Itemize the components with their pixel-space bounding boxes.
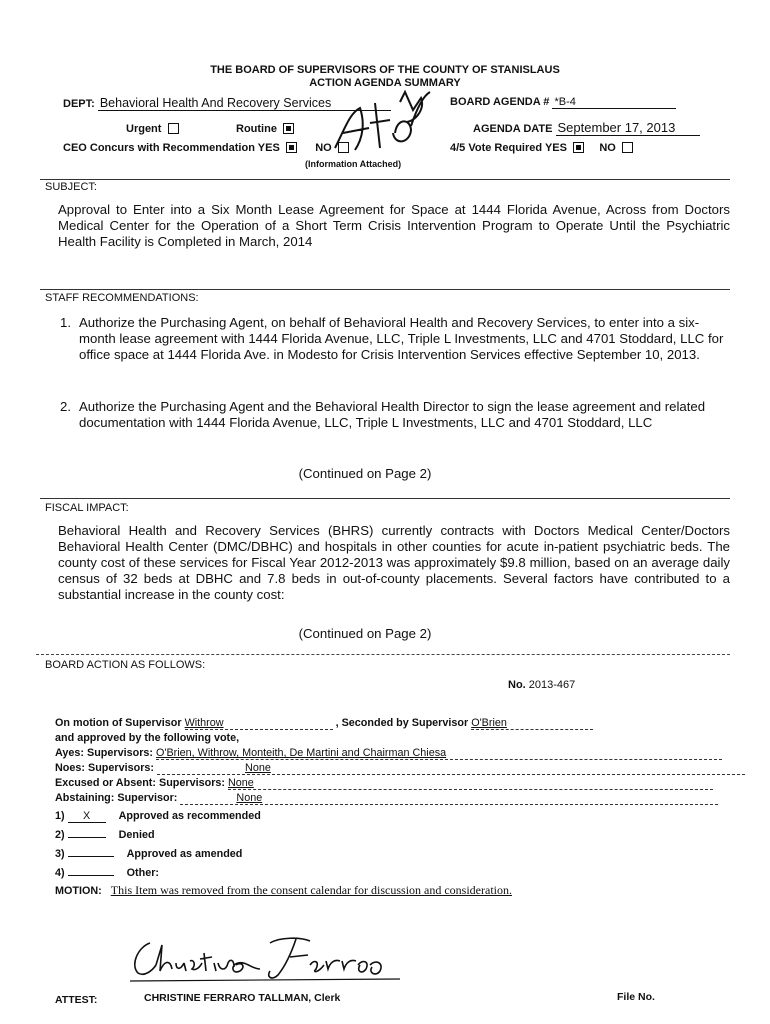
file-number-label: File No. <box>617 991 655 1003</box>
excused-line <box>55 777 713 790</box>
fiscal-impact-heading: FISCAL IMPACT: <box>45 502 129 514</box>
option-3-number: 3) <box>55 848 65 860</box>
option-3-label: Approved as amended <box>126 848 243 860</box>
motion-text-label: MOTION: <box>55 885 102 897</box>
attest-label: ATTEST: <box>55 994 98 1006</box>
staff-continued-note: (Continued on Page 2) <box>298 466 432 481</box>
ceo-yes-checkbox[interactable] <box>286 142 297 153</box>
clerk-signature <box>120 925 420 995</box>
agenda-date-label: AGENDA DATE <box>473 123 553 135</box>
option-4-label: Other: <box>126 867 160 879</box>
dept-value: Behavioral Health And Recovery Services <box>98 96 391 111</box>
ceo-yes-label: YES <box>257 142 280 154</box>
staff-recommendations-heading: STAFF RECOMMENDATIONS: <box>45 292 199 304</box>
option-approved <box>55 810 261 823</box>
motion-text-line <box>55 883 512 898</box>
excused-value: None <box>228 777 254 789</box>
routine-label: Routine <box>236 123 277 135</box>
divider-board-action <box>36 654 730 655</box>
four-fifths-no-checkbox[interactable] <box>622 142 633 153</box>
motion-line <box>55 717 593 730</box>
dept-label: DEPT: <box>63 98 95 110</box>
fiscal-impact-text: Behavioral Health and Recovery Services (BHRS) currently contracts with Doctors Medical Center/Doctors Behavioral Health Center (DMC/DBHC) and hospitals in other counties for acute in-patient psychiatric beds. The county cost of these services for Fiscal Year 2012-2013 was approximately $9.8 million, based on an average daily census of 32 beds at DBHC and 7.8 beds in out-of-county placements. Several factors have contributed to a substantial increase in the county cost: <box>58 523 730 602</box>
action-agenda-summary-title: ACTION AGENDA SUMMARY <box>309 77 461 89</box>
noes-value: None <box>245 762 271 774</box>
staff-item-1-number: 1. <box>60 315 71 330</box>
subject-heading: SUBJECT: <box>45 181 97 193</box>
resolution-number-label: No. <box>508 679 526 691</box>
option-2-label: Denied <box>118 829 155 841</box>
urgent-field <box>126 123 179 135</box>
seconded-by-value: O'Brien <box>471 717 507 729</box>
option-4-number: 4) <box>55 867 65 879</box>
urgent-label: Urgent <box>126 123 162 135</box>
abstaining-value: None <box>236 792 263 804</box>
staff-item-1-text: Authorize the Purchasing Agent, on behalf of Behavioral Health and Recovery Services, to enter into a six-month lease agreement with 1444 Florida Avenue, LLC, Triple L Investments, LLC and 4701 Stoddard, LLC for office space at 1444 Florida Ave. in Modesto for Crisis Intervention Services effective September 10, 2013. <box>79 315 724 362</box>
subject-text: Approval to Enter into a Six Month Lease Agreement for Space at 1444 Florida Avenue, Across from Doctors Medical Center for the Operation of a Short Term Crisis Intervention Program to Operate Until the Psychiatric Health Facility is Completed in March, 2014 <box>58 202 730 249</box>
divider-subject <box>40 179 730 180</box>
handwritten-initials <box>325 88 440 168</box>
agenda-date-field <box>473 120 700 135</box>
county-header-title: THE BOARD OF SUPERVISORS OF THE COUNTY OF STANISLAUS <box>210 64 560 76</box>
option-4-mark <box>68 875 114 876</box>
ayes-label: Ayes: Supervisors: <box>55 747 154 759</box>
board-agenda-label: BOARD AGENDA # <box>450 96 550 108</box>
divider-fiscal <box>40 498 730 499</box>
abstaining-label: Abstaining: Supervisor: <box>55 792 178 804</box>
four-fifths-no-label: NO <box>599 142 616 154</box>
abstaining-line <box>55 792 718 805</box>
option-3-mark <box>68 856 114 857</box>
board-agenda-field <box>450 96 676 108</box>
noes-label: Noes: Supervisors: <box>55 762 155 774</box>
staff-item-2-text: Authorize the Purchasing Agent and the Behavioral Health Director to sign the lease agreement and related documentation with 1444 Florida Avenue, LLC, Triple L Investments, LLC and 4701 Stoddard, LLC <box>79 399 706 430</box>
four-fifths-yes-label: YES <box>544 142 567 154</box>
ayes-line <box>55 747 722 760</box>
information-attached-note: (Information Attached) <box>305 159 402 169</box>
option-1-number: 1) <box>55 810 65 822</box>
option-denied <box>55 829 155 841</box>
seconded-by-label: , Seconded by Supervisor <box>335 717 469 729</box>
resolution-number <box>508 679 575 691</box>
routine-checkbox[interactable] <box>283 123 294 134</box>
option-1-label: Approved as recommended <box>118 810 261 822</box>
option-2-number: 2) <box>55 829 65 841</box>
routine-field <box>236 123 294 135</box>
four-fifths-vote-label: 4/5 Vote Required <box>450 142 543 154</box>
noes-line <box>55 762 745 775</box>
four-fifths-yes-checkbox[interactable] <box>573 142 584 153</box>
approved-vote-line: and approved by the following vote, <box>55 732 240 744</box>
agenda-date-value: September 17, 2013 <box>556 120 701 136</box>
option-amended <box>55 848 242 860</box>
four-fifths-vote-field <box>450 142 633 154</box>
motion-by-value: Withrow <box>184 717 224 729</box>
resolution-number-value: 2013-467 <box>528 679 576 691</box>
ceo-no-label: NO <box>315 142 332 154</box>
motion-by-label: On motion of Supervisor <box>55 717 182 729</box>
urgent-checkbox[interactable] <box>168 123 179 134</box>
board-action-heading: BOARD ACTION AS FOLLOWS: <box>45 659 206 671</box>
option-2-mark <box>68 837 106 838</box>
staff-item-2-number: 2. <box>60 399 71 414</box>
fiscal-continued-note: (Continued on Page 2) <box>298 626 432 641</box>
motion-text-value: This Item was removed from the consent calendar for discussion and consideration. <box>110 883 512 897</box>
option-other <box>55 867 159 879</box>
divider-staff <box>40 289 730 290</box>
ceo-concurs-field <box>63 142 349 154</box>
excused-label: Excused or Absent: Supervisors: <box>55 777 225 789</box>
ayes-value: O'Brien, Withrow, Monteith, De Martini and Chairman Chiesa <box>156 747 447 759</box>
clerk-name: CHRISTINE FERRARO TALLMAN, Clerk <box>144 992 341 1004</box>
board-agenda-value: *B-4 <box>552 96 675 109</box>
ceo-concurs-label: CEO Concurs with Recommendation <box>63 142 255 154</box>
option-1-mark: X <box>68 810 106 823</box>
